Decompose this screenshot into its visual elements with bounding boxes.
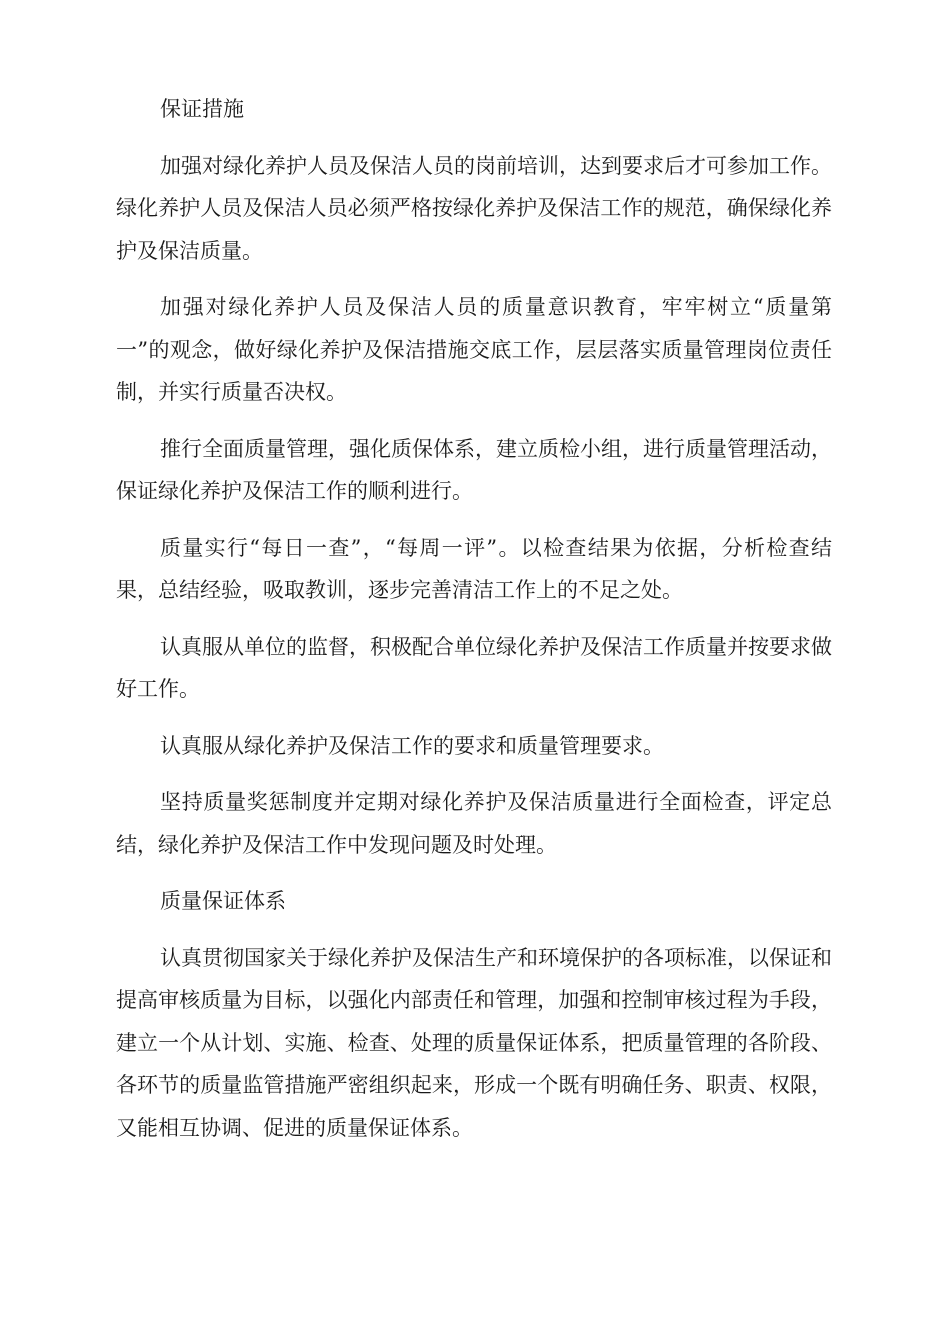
document-page xyxy=(116,88,832,1163)
paragraph: 认真服从绿化养护及保洁工作的要求和质量管理要求。 xyxy=(160,733,664,758)
paragraph: 认真服从单位的监督，积极配合单位绿化养护及保洁工作质量并按要求做好工作。 xyxy=(116,634,832,701)
section-heading-guarantee-measures: 保证措施 xyxy=(160,97,244,121)
paragraph: 质量实行“每日一查”，“每周一评”。以检查结果为依据，分析检查结果，总结经验，吸取教训，逐步完善清洁工作上的不足之处。 xyxy=(116,535,832,602)
paragraph: 推行全面质量管理，强化质保体系，建立质检小组，进行质量管理活动，保证绿化养护及保洁工作的顺利进行。 xyxy=(116,436,832,503)
paragraph: 加强对绿化养护人员及保洁人员的质量意识教育，牢牢树立“质量第一”的观念，做好绿化养护及保洁措施交底工作，层层落实质量管理岗位责任制，并实行质量否决权。 xyxy=(116,295,832,404)
paragraph: 认真贯彻国家关于绿化养护及保洁生产和环境保护的各项标准，以保证和提高审核质量为目标，以强化内部责任和管理，加强和控制审核过程为手段，建立一个从计划、实施、检查、处理的质量保证体系，把质量管理的各阶段、各环节的质量监管措施严密组织起来，形成一个既有明确任务、职责、权限，又能相互协调、促进的质量保证体系。 xyxy=(116,945,832,1140)
paragraph: 加强对绿化养护人员及保洁人员的岗前培训，达到要求后才可参加工作。绿化养护人员及保洁人员必须严格按绿化养护及保洁工作的规范，确保绿化养护及保洁质量。 xyxy=(116,153,832,263)
section-heading-quality-system: 质量保证体系 xyxy=(160,889,286,913)
paragraph: 坚持质量奖惩制度并定期对绿化养护及保洁质量进行全面检查，评定总结，绿化养护及保洁工作中发现问题及时处理。 xyxy=(116,790,832,857)
